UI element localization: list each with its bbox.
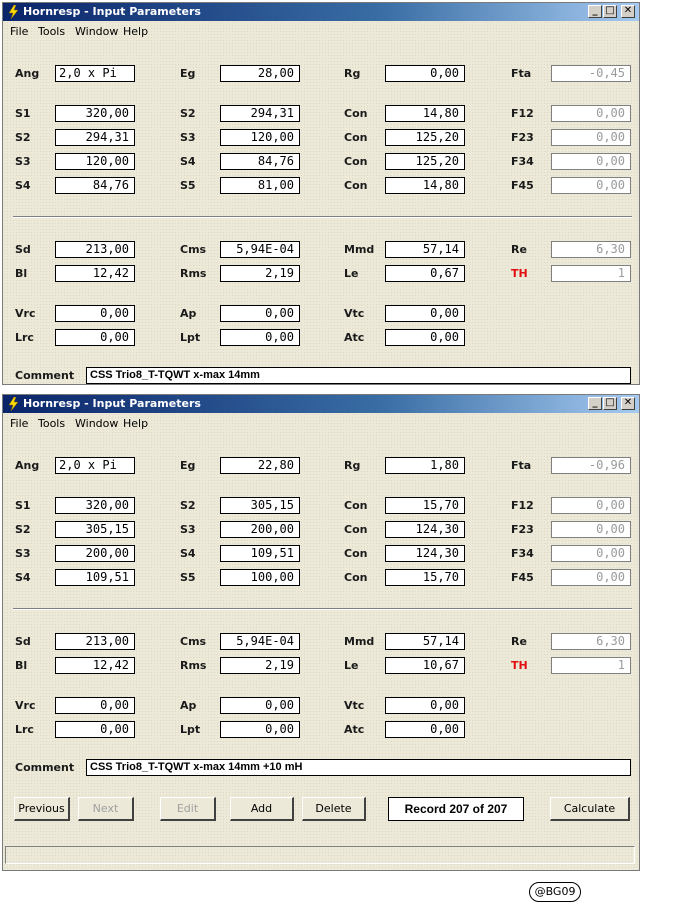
menu-file[interactable]: File <box>10 25 29 38</box>
param-field-sd[interactable]: 213,00 <box>55 241 135 258</box>
param-label-fta: Fta <box>511 459 532 472</box>
param-field-vtc[interactable]: 0,00 <box>385 305 465 322</box>
param-label-f23: F23 <box>511 131 534 144</box>
menu-window[interactable]: Window <box>75 417 119 430</box>
param-field-rg[interactable]: 0,00 <box>385 65 465 82</box>
param-field-fta[interactable]: -0,45 <box>551 65 631 82</box>
param-label-s5: S5 <box>180 179 196 192</box>
title-bar[interactable] <box>3 3 639 21</box>
param-field-s3[interactable]: 120,00 <box>220 129 300 146</box>
param-label-con: Con <box>344 155 368 168</box>
separator <box>13 216 632 218</box>
param-label-con: Con <box>344 547 368 560</box>
param-label-vrc: Vrc <box>15 307 36 320</box>
param-label-ang: Ang <box>15 459 40 472</box>
comment-label: Comment <box>15 369 75 382</box>
param-field-lrc[interactable]: 0,00 <box>55 721 135 738</box>
param-label-f12: F12 <box>511 107 534 120</box>
param-field-lrc[interactable]: 0,00 <box>55 329 135 346</box>
param-label-ap: Ap <box>180 699 197 712</box>
param-field-f12[interactable]: 0,00 <box>551 105 631 122</box>
param-label-lpt: Lpt <box>180 331 201 344</box>
param-label-vrc: Vrc <box>15 699 36 712</box>
param-label-con: Con <box>344 131 368 144</box>
param-field-con[interactable]: 124,30 <box>385 545 465 562</box>
param-field-ang[interactable]: 2,0 x Pi <box>55 457 135 474</box>
menu-help[interactable]: Help <box>123 25 149 38</box>
param-label-bl: Bl <box>15 267 28 280</box>
menu-file[interactable]: File <box>10 417 29 430</box>
param-label-ang: Ang <box>15 67 40 80</box>
param-label-mmd: Mmd <box>344 243 375 256</box>
separator <box>13 608 632 610</box>
param-label-f34: F34 <box>511 155 534 168</box>
param-field-bl[interactable]: 12,42 <box>55 265 135 282</box>
param-field-con[interactable]: 14,80 <box>385 177 465 194</box>
param-label-vtc: Vtc <box>344 307 365 320</box>
param-field-ap[interactable]: 0,00 <box>220 697 300 714</box>
param-field-bl[interactable]: 12,42 <box>55 657 135 674</box>
param-label-s5: S5 <box>180 571 196 584</box>
param-field-lpt[interactable]: 0,00 <box>220 329 300 346</box>
param-field-fta[interactable]: -0,96 <box>551 457 631 474</box>
param-field-ap[interactable]: 0,00 <box>220 305 300 322</box>
param-label-sd: Sd <box>15 243 31 256</box>
param-field-re[interactable]: 6,30 <box>551 241 631 258</box>
param-field-s3[interactable]: 200,00 <box>220 521 300 538</box>
param-field-vtc[interactable]: 0,00 <box>385 697 465 714</box>
param-field-cms[interactable]: 5,94E-04 <box>220 241 300 258</box>
param-field-con[interactable]: 124,30 <box>385 521 465 538</box>
param-label-con: Con <box>344 571 368 584</box>
status-bar <box>5 846 635 864</box>
param-field-eg[interactable]: 22,80 <box>220 457 300 474</box>
param-label-vtc: Vtc <box>344 699 365 712</box>
minimize-icon[interactable]: _ <box>588 5 602 18</box>
param-field-con[interactable]: 14,80 <box>385 105 465 122</box>
param-label-con: Con <box>344 523 368 536</box>
param-field-f45[interactable]: 0,00 <box>551 177 631 194</box>
param-field-rg[interactable]: 1,80 <box>385 457 465 474</box>
param-field-mmd[interactable]: 57,14 <box>385 241 465 258</box>
param-label-s3: S3 <box>180 131 196 144</box>
param-field-vrc[interactable]: 0,00 <box>55 697 135 714</box>
param-label-f23: F23 <box>511 523 534 536</box>
window-1 <box>2 2 640 385</box>
param-label-th: TH <box>511 267 528 280</box>
edit-button[interactable]: Edit <box>160 797 216 821</box>
calculate-button[interactable]: Calculate <box>550 797 630 821</box>
menu-bar <box>3 23 639 41</box>
param-label-eg: Eg <box>180 67 196 80</box>
param-label-sd: Sd <box>15 635 31 648</box>
param-label-s4: S4 <box>180 547 196 560</box>
param-label-s2: S2 <box>15 523 31 536</box>
param-field-con[interactable]: 125,20 <box>385 129 465 146</box>
param-field-s1[interactable]: 320,00 <box>55 105 135 122</box>
record-indicator: Record 207 of 207 <box>388 797 524 821</box>
param-label-s1: S1 <box>15 499 31 512</box>
param-label-le: Le <box>344 267 359 280</box>
param-field-rms[interactable]: 2,19 <box>220 657 300 674</box>
param-label-rg: Rg <box>344 459 361 472</box>
param-label-f34: F34 <box>511 547 534 560</box>
param-label-rms: Rms <box>180 267 207 280</box>
param-field-f34[interactable]: 0,00 <box>551 153 631 170</box>
param-label-lrc: Lrc <box>15 723 34 736</box>
param-label-f45: F45 <box>511 179 534 192</box>
param-label-eg: Eg <box>180 459 196 472</box>
param-field-le[interactable]: 0,67 <box>385 265 465 282</box>
param-label-cms: Cms <box>180 635 207 648</box>
param-field-s4[interactable]: 84,76 <box>220 153 300 170</box>
param-field-s4[interactable]: 84,76 <box>55 177 135 194</box>
menu-tools[interactable]: Tools <box>38 25 66 38</box>
menu-tools[interactable]: Tools <box>38 417 66 430</box>
param-field-con[interactable]: 125,20 <box>385 153 465 170</box>
param-label-s2: S2 <box>15 131 31 144</box>
param-field-th[interactable]: 1 <box>551 657 631 674</box>
param-label-rms: Rms <box>180 659 207 672</box>
param-field-f34[interactable]: 0,00 <box>551 545 631 562</box>
param-label-fta: Fta <box>511 67 532 80</box>
param-field-s2[interactable]: 294,31 <box>220 105 300 122</box>
maximize-icon[interactable]: □ <box>603 5 617 18</box>
param-label-s3: S3 <box>15 155 31 168</box>
comment-field[interactable]: CSS Trio8_T-TQWT x-max 14mm <box>86 367 631 384</box>
param-field-rms[interactable]: 2,19 <box>220 265 300 282</box>
param-field-s2[interactable]: 305,15 <box>220 497 300 514</box>
param-label-mmd: Mmd <box>344 635 375 648</box>
param-label-con: Con <box>344 179 368 192</box>
param-field-f23[interactable]: 0,00 <box>551 521 631 538</box>
param-label-con: Con <box>344 107 368 120</box>
maximize-icon[interactable]: □ <box>603 397 617 410</box>
param-label-s4: S4 <box>180 155 196 168</box>
param-field-ang[interactable]: 2,0 x Pi <box>55 65 135 82</box>
param-label-lrc: Lrc <box>15 331 34 344</box>
param-label-s4: S4 <box>15 179 31 192</box>
param-label-s1: S1 <box>15 107 31 120</box>
param-label-le: Le <box>344 659 359 672</box>
param-label-con: Con <box>344 499 368 512</box>
param-field-s3[interactable]: 120,00 <box>55 153 135 170</box>
param-field-th[interactable]: 1 <box>551 265 631 282</box>
param-field-f23[interactable]: 0,00 <box>551 129 631 146</box>
param-label-cms: Cms <box>180 243 207 256</box>
param-label-re: Re <box>511 243 527 256</box>
param-label-ap: Ap <box>180 307 197 320</box>
param-label-lpt: Lpt <box>180 723 201 736</box>
param-field-vrc[interactable]: 0,00 <box>55 305 135 322</box>
param-label-atc: Atc <box>344 723 365 736</box>
param-field-con[interactable]: 15,70 <box>385 569 465 586</box>
param-label-s2: S2 <box>180 107 196 120</box>
param-label-th: TH <box>511 659 528 672</box>
param-label-rg: Rg <box>344 67 361 80</box>
comment-label: Comment <box>15 761 75 774</box>
close-icon[interactable]: ✕ <box>621 5 635 18</box>
menu-window[interactable]: Window <box>75 25 119 38</box>
title-bar[interactable] <box>3 395 639 413</box>
param-label-s3: S3 <box>15 547 31 560</box>
param-field-atc[interactable]: 0,00 <box>385 329 465 346</box>
delete-button[interactable]: Delete <box>302 797 366 821</box>
param-field-re[interactable]: 6,30 <box>551 633 631 650</box>
menu-bar <box>3 415 639 433</box>
param-field-eg[interactable]: 28,00 <box>220 65 300 82</box>
param-label-bl: Bl <box>15 659 28 672</box>
param-field-lpt[interactable]: 0,00 <box>220 721 300 738</box>
param-field-cms[interactable]: 5,94E-04 <box>220 633 300 650</box>
param-field-f45[interactable]: 0,00 <box>551 569 631 586</box>
window-title: Hornresp - Input Parameters <box>23 397 201 410</box>
close-icon[interactable]: ✕ <box>621 397 635 410</box>
author-stamp: @BG09 <box>529 882 581 902</box>
lightning-bolt-icon <box>7 397 19 411</box>
lightning-bolt-icon <box>7 5 19 19</box>
param-label-atc: Atc <box>344 331 365 344</box>
minimize-icon[interactable]: _ <box>588 397 602 410</box>
window-title: Hornresp - Input Parameters <box>23 5 201 18</box>
param-field-atc[interactable]: 0,00 <box>385 721 465 738</box>
param-field-s2[interactable]: 305,15 <box>55 521 135 538</box>
param-field-f12[interactable]: 0,00 <box>551 497 631 514</box>
menu-help[interactable]: Help <box>123 417 149 430</box>
next-button[interactable]: Next <box>78 797 134 821</box>
param-field-s2[interactable]: 294,31 <box>55 129 135 146</box>
param-field-s1[interactable]: 320,00 <box>55 497 135 514</box>
previous-button[interactable]: Previous <box>14 797 70 821</box>
param-label-f12: F12 <box>511 499 534 512</box>
param-field-s4[interactable]: 109,51 <box>220 545 300 562</box>
add-button[interactable]: Add <box>230 797 294 821</box>
param-field-mmd[interactable]: 57,14 <box>385 633 465 650</box>
param-label-s3: S3 <box>180 523 196 536</box>
comment-field[interactable]: CSS Trio8_T-TQWT x-max 14mm +10 mH <box>86 759 631 776</box>
param-field-sd[interactable]: 213,00 <box>55 633 135 650</box>
param-field-s4[interactable]: 109,51 <box>55 569 135 586</box>
param-field-s3[interactable]: 200,00 <box>55 545 135 562</box>
param-field-le[interactable]: 10,67 <box>385 657 465 674</box>
param-field-s5[interactable]: 100,00 <box>220 569 300 586</box>
param-field-s5[interactable]: 81,00 <box>220 177 300 194</box>
param-label-s2: S2 <box>180 499 196 512</box>
param-label-s4: S4 <box>15 571 31 584</box>
param-label-f45: F45 <box>511 571 534 584</box>
param-label-re: Re <box>511 635 527 648</box>
param-field-con[interactable]: 15,70 <box>385 497 465 514</box>
